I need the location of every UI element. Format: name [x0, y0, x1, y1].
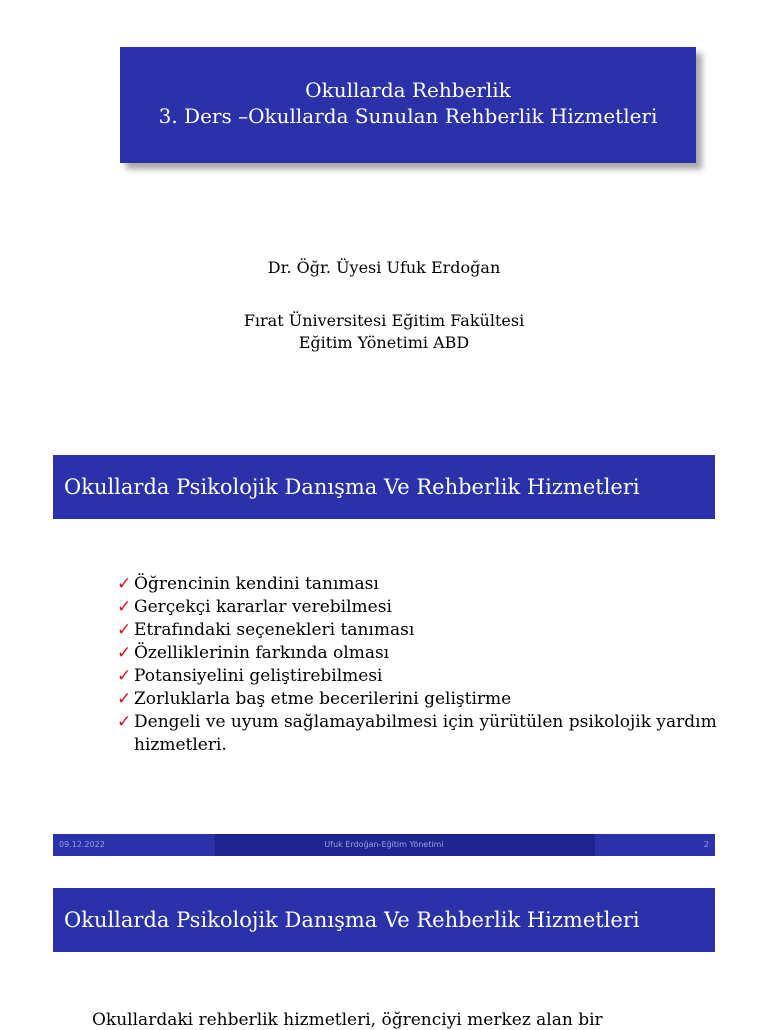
slide3-partial-text: Okullardaki rehberlik hizmetleri, öğrenciyi merkez alan bir: [92, 1010, 603, 1030]
checkmark-icon: ✓: [117, 643, 132, 663]
footer-date: 09.12.2022: [59, 840, 105, 849]
institution-line1: Fırat Üniversitesi Eğitim Fakültesi: [243, 311, 525, 330]
slide2-header: Okullarda Psikolojik Danışma Ve Rehberlik Hizmetleri: [53, 455, 715, 519]
slide2-bullet-list: [117, 573, 737, 757]
slide2-footer: [53, 834, 715, 856]
checkmark-icon: ✓: [117, 666, 132, 686]
list-item: ✓ Potansiyelini geliştirebilmesi: [117, 666, 383, 686]
checkmark-icon: ✓: [117, 574, 132, 594]
checkmark-icon: ✓: [117, 597, 132, 617]
list-item: ✓ Dengeli ve uyum sağlamayabilmesi için yürütülen psikolojik yardım hizmetleri.: [117, 712, 717, 755]
footer-author: Ufuk Erdoğan-Eğitim Yönetimi: [324, 840, 444, 849]
checkmark-icon: ✓: [117, 689, 132, 709]
slide1-title-box: [120, 47, 696, 163]
list-item: ✓ Gerçekçi kararlar verebilmesi: [117, 597, 392, 617]
list-item: ✓ Etrafındaki seçenekleri tanıması: [117, 620, 415, 640]
slide1-author: Dr. Öğr. Üyesi Ufuk Erdoğan: [267, 258, 501, 277]
checkmark-icon: ✓: [117, 620, 132, 640]
slide3-header: Okullarda Psikolojik Danışma Ve Rehberlik Hizmetleri: [53, 888, 715, 952]
slide1-institution: [0, 310, 768, 354]
checkmark-icon: ✓: [117, 712, 132, 732]
list-item: ✓ Zorluklarla baş etme becerilerini geliştirme: [117, 689, 512, 709]
footer-page-number: 2: [703, 840, 709, 849]
list-item: ✓ Özelliklerinin farkında olması: [117, 643, 390, 663]
list-item: ✓ Öğrencinin kendini tanıması: [117, 574, 379, 594]
slide1-title-line1: Okullarda Rehberlik: [305, 78, 511, 102]
slide1-title-line2: 3. Ders –Okullarda Sunulan Rehberlik Hizmetleri: [158, 104, 658, 128]
institution-line2: Eğitim Yönetimi ABD: [298, 333, 470, 352]
